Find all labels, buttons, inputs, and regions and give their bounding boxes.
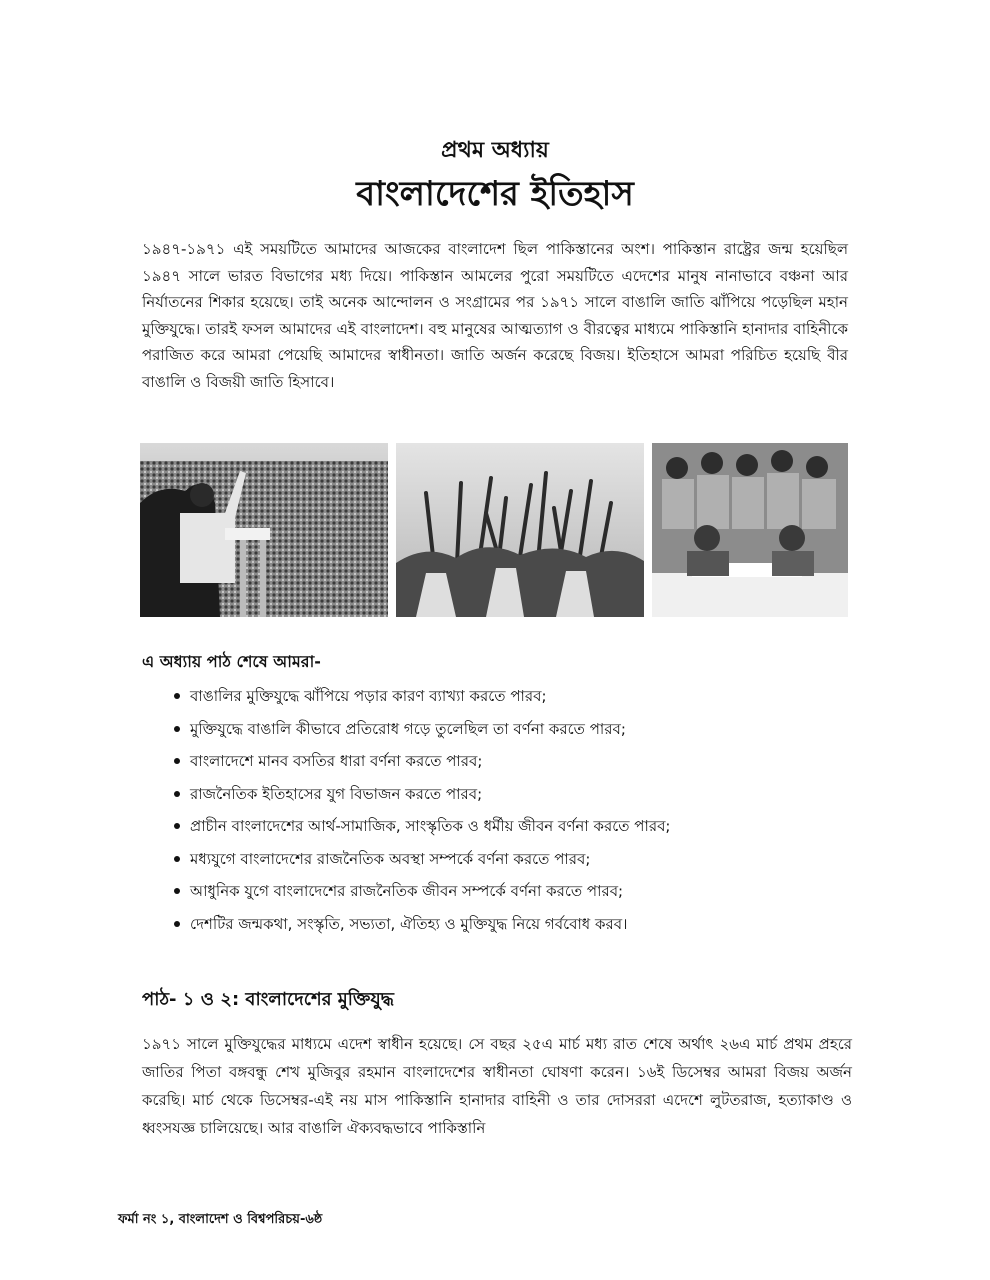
photo-raised-weapons [396,443,644,617]
list-item: আধুনিক যুগে বাংলাদেশের রাজনৈতিক জীবন সম্পর্কে বর্ণনা করতে পারব; [172,875,852,908]
bullet-icon [174,758,180,764]
bullet-icon [174,693,180,699]
list-item: দেশটির জন্মকথা, সংস্কৃতি, সভ্যতা, ঐতিহ্য ও মুক্তিযুদ্ধ নিয়ে গর্ববোধ করব। [172,908,852,941]
photo-surrender-signing [652,443,848,617]
chapter-label: প্রথম অধ্যায় [441,138,549,163]
list-item: বাঙালির মুক্তিযুদ্ধে ঝাঁপিয়ে পড়ার কারণ ব্যাখ্যা করতে পারব; [172,680,852,713]
page-footer: ফর্মা নং ১, বাংলাদেশ ও বিশ্বপরিচয়-৬ষ্ঠ [118,1212,323,1227]
objectives-heading: এ অধ্যায় পাঠ শেষে আমরা- [142,652,321,671]
list-item: রাজনৈতিক ইতিহাসের যুগ বিভাজন করতে পারব; [172,778,852,811]
intro-paragraph: ১৯৪৭-১৯৭১ এই সময়টিতে আমাদের আজকের বাংলাদেশ ছিল পাকিস্তানের অংশ। পাকিস্তান রাষ্ট্রের জন্ম হয়েছিল ১৯৪৭ সালে ভারত বিভাগের মধ্য দিয়ে। পাকিস্তান আমলের পুরো সময়টিতে এদেশের মানুষ নানাভাবে বঞ্চনা আর নির্যাতনের শিকার হয়েছে। তাই অনেক আন্দোলন ও সংগ্রামের পর ১৯৭১ সালে বাঙালি জাতি ঝাঁপিয়ে পড়েছিল মহান মুক্তিযুদ্ধে। তারই ফসল আমাদের এই বাংলাদেশ। বহু মানুষের আত্মত্যাগ ও বীরত্বের মাধ্যমে পাকিস্তানি হানাদার বাহিনীকে পরাজিত করে আমরা পেয়েছি আমাদের স্বাধীনতা। জাতি অর্জন করেছে বিজয়। ইতিহাসে আমরা পরিচিত হয়েছি বীর বাঙালি ও বিজয়ী জাতি হিসাবে। [142,240,848,391]
list-item: মুক্তিযুদ্ধে বাঙালি কীভাবে প্রতিরোধ গড়ে তুলেছিল তা বর্ণনা করতে পারব; [172,713,852,746]
lesson-paragraph: ১৯৭১ সালে মুক্তিযুদ্ধের মাধ্যমে এদেশ স্বাধীন হয়েছে। সে বছর ২৫এ মার্চ মধ্য রাত শেষে অর্থাৎ ২৬এ মার্চ প্রথম প্রহরে জাতির পিতা বঙ্গবন্ধু শেখ মুজিবুর রহমান বাংলাদেশের স্বাধীনতা ঘোষণা করেন। ১৬ই ডিসেম্বর আমরা বিজয় অর্জন করেছি। মার্চ থেকে ডিসেম্বর-এই নয় মাস পাকিস্তানি হানাদার বাহিনী ও তার দোসররা এদেশে লুটতরাজ, হত্যাকাণ্ড ও ধ্বংসযজ্ঞ চালিয়েছে। আর বাঙালি ঐক্যবদ্ধভাবে পাকিস্তানি [142,1035,852,1137]
objectives-list [172,680,852,940]
bullet-icon [174,856,180,862]
list-item: বাংলাদেশে মানব বসতির ধারা বর্ণনা করতে পারব; [172,745,852,778]
bullet-icon [174,921,180,927]
lesson-heading: পাঠ- ১ ও ২: বাংলাদেশের মুক্তিযুদ্ধ [142,989,394,1010]
bullet-icon [174,791,180,797]
photo-strip [140,443,848,617]
photo-speech-rally [140,443,388,617]
bullet-icon [174,823,180,829]
bullet-icon [174,726,180,732]
list-item: প্রাচীন বাংলাদেশের আর্থ-সামাজিক, সাংস্কৃতিক ও ধর্মীয় জীবন বর্ণনা করতে পারব; [172,810,852,843]
list-item: মধ্যযুগে বাংলাদেশের রাজনৈতিক অবস্থা সম্পর্কে বর্ণনা করতে পারব; [172,843,852,876]
chapter-title: বাংলাদেশের ইতিহাস [356,174,634,214]
bullet-icon [174,888,180,894]
